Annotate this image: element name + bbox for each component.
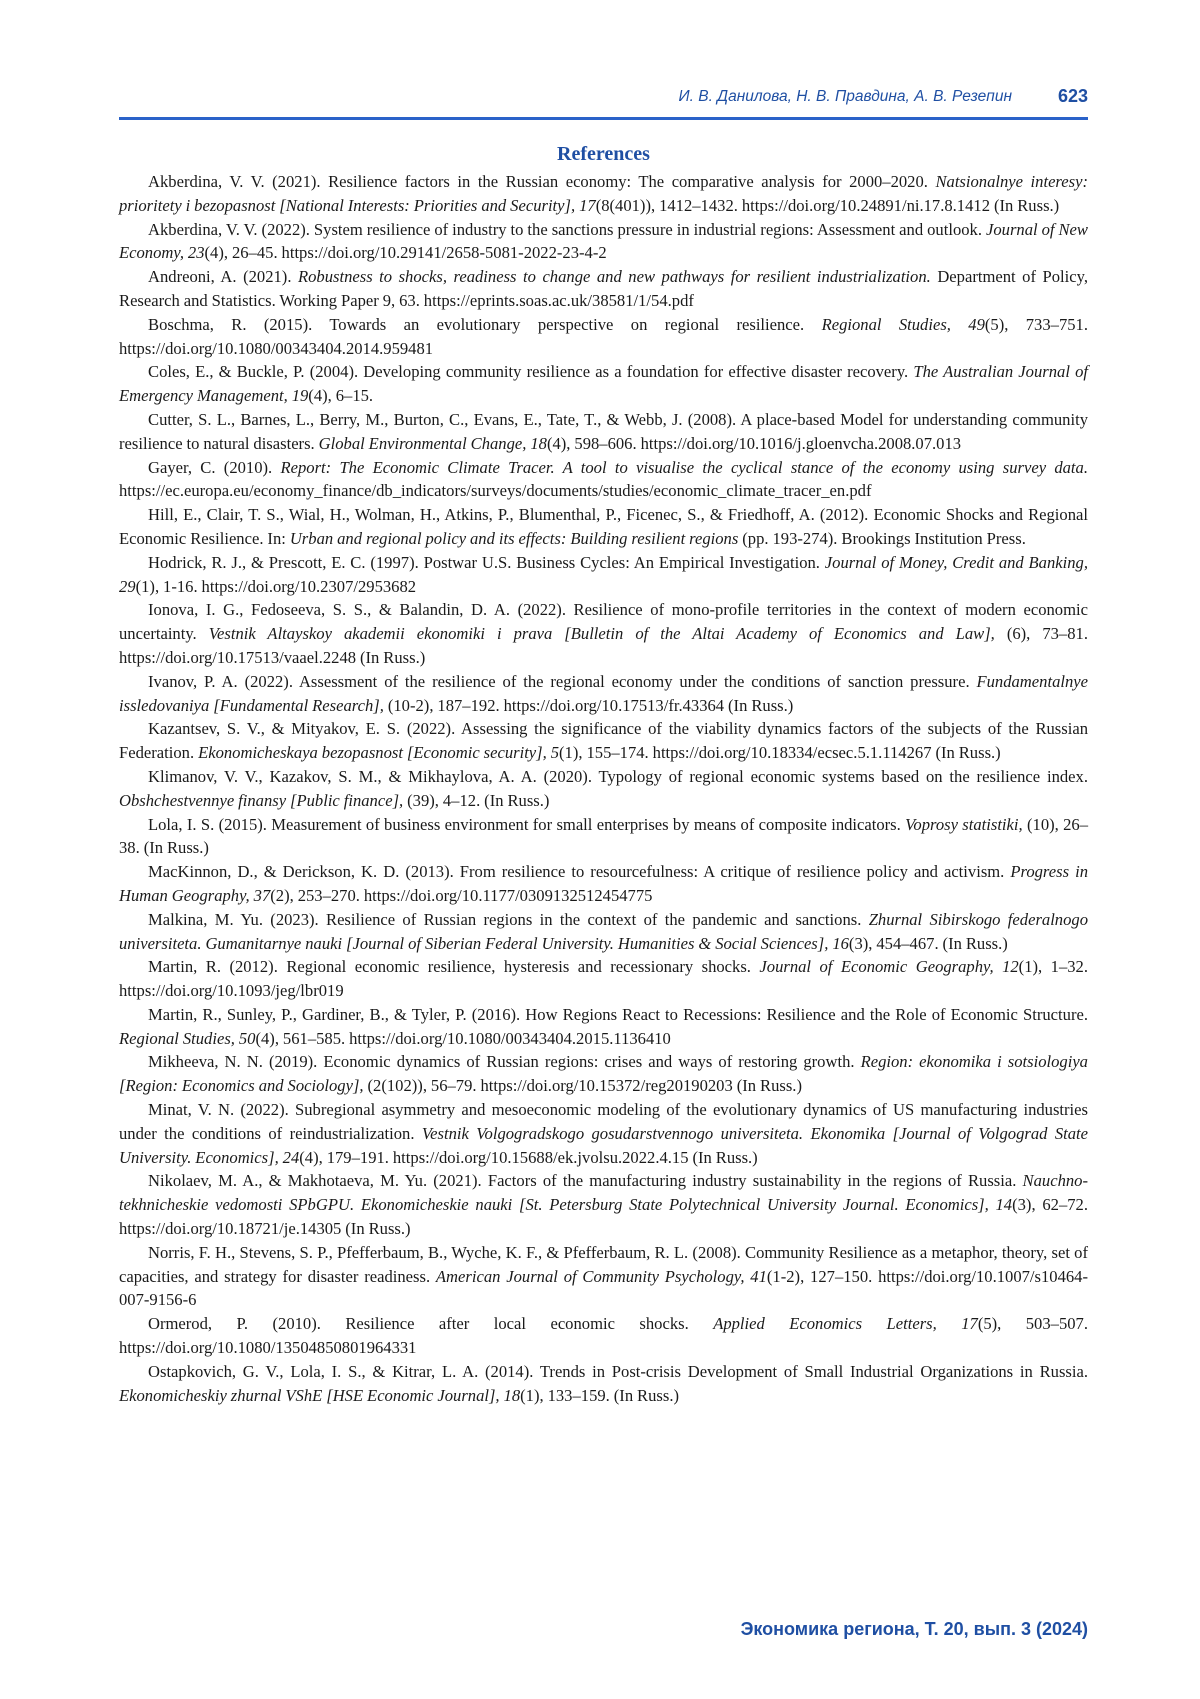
reference-text: Martin, R., Sunley, P., Gardiner, B., & Tyler, P. (2016). How Regions React to Recessions: Resilience and the Role of Economic Structure.: [148, 1004, 1088, 1024]
reference-details: (5), 503–507. https://doi.org/10.1080/13504850801964331: [119, 1314, 1088, 1358]
header-divider: [119, 117, 1088, 120]
reference-details: (39), 4–12. (In Russ.): [403, 790, 550, 810]
reference-source: Region: ekonomika i sotsiologiya [Region: Economics and Sociology],: [119, 1052, 1088, 1096]
reference-details: (6), 73–81. https://doi.org/10.17513/vaael.2248 (In Russ.): [119, 624, 1088, 667]
reference-source: Journal of New Economy, 23: [119, 219, 1088, 263]
reference-item: [119, 265, 1088, 313]
reference-details: (1-2), 127–150. https://doi.org/10.1007/s10464-007-9156-6: [119, 1266, 1088, 1310]
reference-details: Department of Policy, Research and Statistics. Working Paper 9, 63. https://eprints.soas.ac.uk/38581/1/54.pdf: [119, 267, 1088, 310]
reference-item: [119, 860, 1088, 908]
header-authors: И. В. Данилова, Н. В. Правдина, А. В. Резепин: [678, 88, 1012, 105]
reference-source: Natsionalnye interesy: prioritety i bezopasnost [National Interests: Priorities and Security], 17: [119, 172, 1088, 215]
reference-source: Obshchestvennye finansy [Public finance],: [119, 790, 404, 810]
reference-item: [119, 408, 1088, 456]
reference-text: Boschma, R. (2015). Towards an evolutionary perspective on regional resilience.: [148, 314, 822, 334]
reference-text: Hodrick, R. J., & Prescott, E. C. (1997). Postwar U.S. Business Cycles: An Empirical Investigation.: [148, 552, 825, 572]
reference-source: American Journal of Community Psychology, 41: [435, 1266, 767, 1286]
reference-item: [119, 1169, 1088, 1240]
reference-text: Nikolaev, M. A., & Makhotaeva, M. Yu. (2021). Factors of the manufacturing industry sustainability in the regions of Russia.: [148, 1171, 1023, 1191]
reference-item: [119, 1241, 1088, 1312]
reference-text: Akberdina, V. V. (2022). System resilience of industry to the sanctions pressure in industrial regions: Assessment and outlook.: [148, 219, 986, 239]
reference-source: Urban and regional policy and its effects: Building resilient regions: [289, 528, 739, 548]
running-header: [119, 84, 1088, 112]
reference-details: (3), 62–72. https://doi.org/10.18721/je.14305 (In Russ.): [119, 1195, 1088, 1239]
reference-source: Ekonomicheskiy zhurnal VShE [HSE Economic Journal], 18: [119, 1385, 521, 1405]
reference-details: (4), 26–45. https://doi.org/10.29141/2658-5081-2022-23-4-2: [204, 243, 607, 263]
journal-footer: Экономика региона, Т. 20, вып. 3 (2024): [740, 1619, 1088, 1639]
reference-item: [119, 1050, 1088, 1098]
reference-text: MacKinnon, D., & Derickson, K. D. (2013). From resilience to resourcefulness: A critique of resilience policy and activism.: [148, 862, 1011, 882]
reference-details: (4), 179–191. https://doi.org/10.15688/ek.jvolsu.2022.4.15 (In Russ.): [299, 1147, 758, 1167]
page-number: 623: [1057, 86, 1088, 106]
reference-text: Mikheeva, N. N. (2019). Economic dynamics of Russian regions: crises and ways of restoring growth.: [148, 1052, 861, 1072]
reference-text: Cutter, S. L., Barnes, L., Berry, M., Burton, C., Evans, E., Tate, T., & Webb, J. (2008). A place-based Model for understanding community resilience to natural disasters.: [119, 409, 1088, 453]
reference-item: [119, 313, 1088, 361]
reference-item: [119, 813, 1088, 861]
reference-source: Regional Studies, 50: [119, 1028, 256, 1048]
reference-details: (2(102)), 56–79. https://doi.org/10.15372/reg20190203 (In Russ.): [363, 1076, 802, 1096]
reference-item: [119, 360, 1088, 408]
reference-source: Fundamentalnye issledovaniya [Fundamental Research],: [119, 671, 1088, 715]
reference-text: Gayer, C. (2010).: [148, 457, 281, 477]
reference-details: (5), 733–751. https://doi.org/10.1080/00343404.2014.959481: [119, 314, 1088, 358]
reference-item: [119, 1098, 1088, 1169]
reference-source: The Australian Journal of Emergency Management, 19: [119, 362, 1088, 406]
reference-text: Ormerod, P. (2010). Resilience after local economic shocks.: [148, 1314, 714, 1334]
reference-source: Global Environmental Change, 18: [318, 433, 547, 453]
reference-source: Journal of Money, Credit and Banking, 29: [119, 552, 1088, 596]
reference-source: Vestnik Altayskoy akademii ekonomiki i prava [Bulletin of the Altai Academy of Economics and Law],: [208, 624, 995, 644]
reference-source: Progress in Human Geography, 37: [119, 862, 1088, 905]
reference-item: [119, 456, 1088, 504]
reference-details: (10), 26–38. (In Russ.): [119, 814, 1088, 858]
reference-details: (1), 1-16. https://doi.org/10.2307/2953682: [135, 576, 417, 596]
reference-source: Report: The Economic Climate Tracer. A tool to visualise the cyclical stance of the economy using survey data.: [280, 457, 1088, 477]
reference-details: (1), 1–32. https://doi.org/10.1093/jeg/lbr019: [119, 957, 1088, 1001]
reference-item: [119, 1312, 1088, 1360]
reference-text: Martin, R. (2012). Regional economic resilience, hysteresis and recessionary shocks.: [148, 957, 760, 977]
reference-item: [119, 551, 1088, 599]
reference-details: (4), 6–15.: [308, 386, 374, 406]
reference-text: Malkina, M. Yu. (2023). Resilience of Russian regions in the context of the pandemic and sanctions.: [148, 909, 869, 929]
reference-text: Hill, E., Clair, T. S., Wial, H., Wolman, H., Atkins, P., Blumenthal, P., Ficenec, S., & Friedhoff, A. (2012). Economic Shocks and Regional Economic Resilience. In:: [119, 505, 1088, 548]
reference-source: Ekonomicheskaya bezopasnost [Economic security], 5: [198, 743, 560, 763]
reference-item: [119, 765, 1088, 813]
reference-item: [119, 908, 1088, 956]
reference-text: Andreoni, A. (2021).: [148, 267, 298, 287]
reference-source: Zhurnal Sibirskogo federalnogo universiteta. Gumanitarnye nauki [Journal of Siberian Federal University. Humanities & Social Sciences], 16: [119, 909, 1088, 953]
reference-text: Ostapkovich, G. V., Lola, I. S., & Kitrar, L. A. (2014). Trends in Post-crisis Development of Small Industrial Organizations in Russia.: [148, 1361, 1088, 1381]
reference-text: Ivanov, P. A. (2022). Assessment of the resilience of the regional economy under the conditions of sanction pressure.: [148, 671, 977, 691]
reference-details: (8(401)), 1412–1432. https://doi.org/10.24891/ni.17.8.1412 (In Russ.): [595, 195, 1060, 215]
reference-item: [119, 503, 1088, 551]
reference-list: [119, 170, 1088, 1407]
reference-source: Robustness to shocks, readiness to change and new pathways for resilient industrialization.: [297, 267, 931, 287]
reference-item: [119, 1003, 1088, 1051]
reference-details: (pp. 193-274). Brookings Institution Press.: [738, 528, 1026, 548]
reference-source: Regional Studies, 49: [821, 314, 985, 334]
reference-details: (3), 454–467. (In Russ.): [848, 933, 1008, 953]
reference-text: Klimanov, V. V., Kazakov, S. M., & Mikhaylova, A. A. (2020). Typology of regional economic systems based on the resilience index.: [148, 766, 1088, 786]
reference-details: https://ec.europa.eu/economy_finance/db_indicators/surveys/documents/studies/economic_climate_tracer_en.pdf: [119, 481, 872, 501]
reference-text: Minat, V. N. (2022). Subregional asymmetry and mesoeconomic modeling of the evolutionary dynamics of US manufacturing industries under the conditions of reindustrialization.: [119, 1100, 1088, 1143]
reference-text: Lola, I. S. (2015). Measurement of business environment for small enterprises by means of composite indicators.: [148, 814, 906, 834]
reference-source: Nauchno-tekhnicheskie vedomosti SPbGPU. Ekonomicheskie nauki [St. Petersburg State Polytechnical University Journal. Economics], 14: [119, 1171, 1088, 1215]
reference-item: [119, 955, 1088, 1003]
reference-source: Journal of Economic Geography, 12: [759, 957, 1019, 977]
reference-source: Applied Economics Letters, 17: [713, 1314, 978, 1334]
section-title: References: [557, 143, 650, 165]
reference-text: Ionova, I. G., Fedoseeva, S. S., & Balandin, D. A. (2022). Resilience of mono-profile territories in the context of modern economic uncertainty.: [119, 600, 1088, 644]
reference-details: (1), 155–174. https://doi.org/10.18334/ecsec.5.1.114267 (In Russ.): [559, 743, 1001, 763]
reference-item: [119, 670, 1088, 718]
reference-details: (1), 133–159. (In Russ.): [520, 1385, 680, 1405]
reference-item: [119, 598, 1088, 669]
reference-item: [119, 170, 1088, 218]
reference-text: Coles, E., & Buckle, P. (2004). Developing community resilience as a foundation for effective disaster recovery.: [148, 362, 914, 382]
reference-details: (4), 598–606. https://doi.org/10.1016/j.gloenvcha.2008.07.013: [546, 433, 962, 453]
reference-details: (2), 253–270. https://doi.org/10.1177/0309132512454775: [270, 885, 653, 905]
reference-item: [119, 1360, 1088, 1408]
reference-text: Norris, F. H., Stevens, S. P., Pfefferbaum, B., Wyche, K. F., & Pfefferbaum, R. L. (2008). Community Resilience as a metaphor, theory, set of capacities, and strategy for disaster readiness.: [119, 1242, 1088, 1286]
reference-text: Kazantsev, S. V., & Mityakov, E. S. (2022). Assessing the significance of the viability dynamics factors of the subjects of the Russian Federation.: [119, 719, 1088, 763]
reference-details: (4), 561–585. https://doi.org/10.1080/00343404.2015.1136410: [255, 1028, 671, 1048]
reference-item: [119, 717, 1088, 765]
reference-source: Vestnik Volgogradskogo gosudarstvennogo universiteta. Ekonomika [Journal of Volgograd State University. Economics], 24: [119, 1123, 1088, 1167]
reference-source: Voprosy statistiki,: [905, 814, 1023, 834]
reference-item: [119, 218, 1088, 266]
reference-details: (10-2), 187–192. https://doi.org/10.17513/fr.43364 (In Russ.): [383, 695, 794, 715]
reference-text: Akberdina, V. V. (2021). Resilience factors in the Russian economy: The comparative analysis for 2000–2020.: [148, 172, 936, 191]
